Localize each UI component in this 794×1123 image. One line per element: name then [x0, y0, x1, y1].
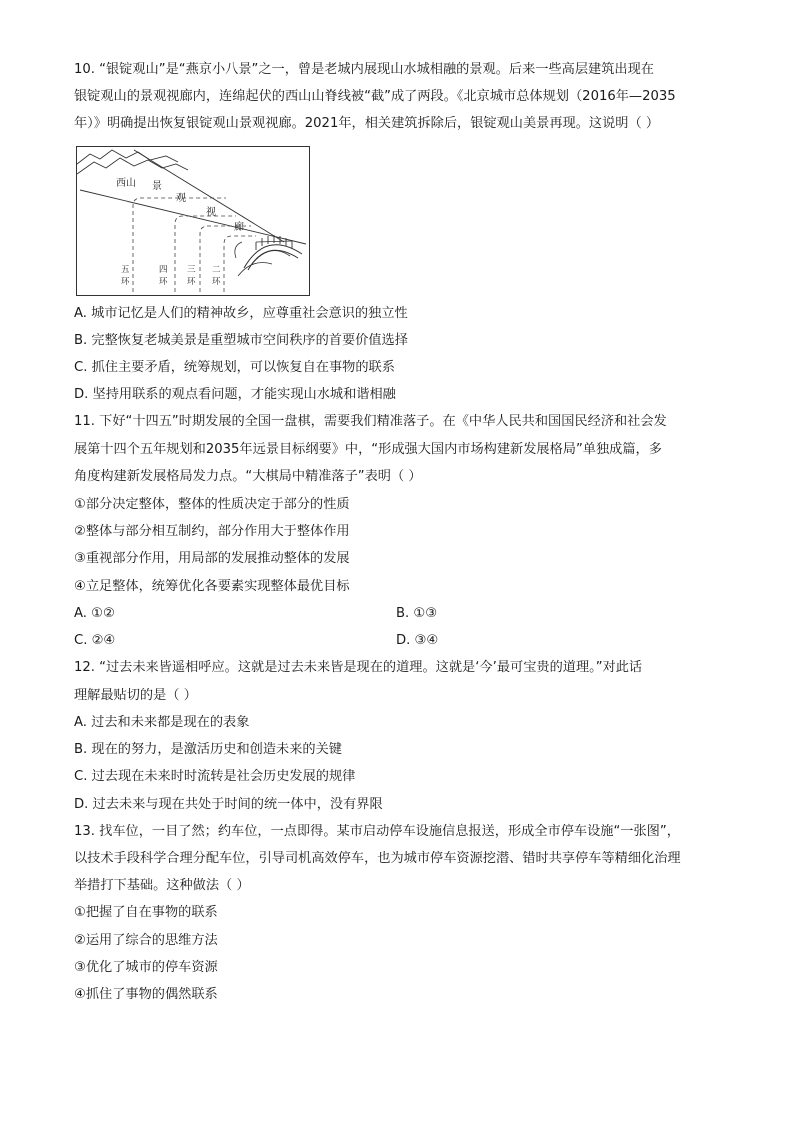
q10-option-c: C. 抓住主要矛盾，统筹规划，可以恢复自在事物的联系: [74, 360, 395, 375]
ring-3-bottom: 环: [187, 277, 196, 287]
q10-stem-line-3: 年）》明确提出恢复银锭观山景观视廊。2021年，相关建筑拆除后，银锭观山美景再现。这说明（ ）: [74, 116, 660, 131]
label-guan: 观: [176, 193, 186, 204]
label-xishan: 西山: [116, 178, 136, 189]
q10-stem-line-1: 10. “银锭观山”是“燕京小八景”之一，曾是老城内展现山水城相融的景观。后来一些高层建筑出现在: [74, 62, 654, 77]
label-lang: 廊: [234, 222, 244, 233]
q10-option-b: B. 完整恢复老城美景是重塑城市空间秩序的首要价值选择: [74, 333, 408, 348]
q12-stem-line-2: 理解最贴切的是（ ）: [74, 688, 197, 703]
ring-5-top: 五: [121, 265, 130, 275]
label-shi: 视: [206, 207, 216, 218]
q11-option-d: D. ③④: [396, 633, 439, 648]
q12-option-a: A. 过去和未来都是现在的表象: [74, 715, 250, 730]
q12-option-d: D. 过去未来与现在共处于时间的统一体中，没有界限: [74, 797, 383, 812]
ring-2-bottom: 环: [212, 277, 221, 287]
q10-stem-line-2: 银锭观山的景观视廊内，连绵起伏的西山山脊线被“截”成了两段。《北京城市总体规划（2016年—2035: [74, 89, 676, 104]
q11-option-c: C. ②④: [74, 633, 116, 648]
q13-stem-line-2: 以技术手段科学合理分配车位，引导司机高效停车，也为城市停车资源挖潜、错时共享停车等精细化治理: [74, 851, 681, 866]
q12-option-c: C. 过去现在未来时时流转是社会历史发展的规律: [74, 769, 356, 784]
q12-option-b: B. 现在的努力，是激活历史和创造未来的关键: [74, 742, 342, 757]
label-jing: 景: [152, 181, 162, 192]
q11-item-3: ③重视部分作用，用局部的发展推动整体的发展: [74, 551, 350, 566]
q11-item-4: ④立足整体，统筹优化各要素实现整体最优目标: [74, 579, 350, 594]
ring-4-bottom: 环: [159, 277, 168, 287]
ring-4-top: 四: [159, 265, 168, 275]
beijing-view-corridor-figure: [76, 146, 310, 296]
q13-item-4: ④抓住了事物的偶然联系: [74, 987, 218, 1002]
q11-item-1: ①部分决定整体，整体的性质决定于部分的性质: [74, 497, 350, 512]
ring-2-top: 二: [212, 265, 221, 275]
q13-item-3: ③优化了城市的停车资源: [74, 960, 218, 975]
q11-stem-line-3: 角度构建新发展格局发力点。“大棋局中精准落子”表明（ ）: [74, 469, 422, 484]
q13-item-2: ②运用了综合的思维方法: [74, 933, 218, 948]
q12-stem-line-1: 12. “过去未来皆遥相呼应。这就是过去未来皆是现在的道理。这就是‘今’最可宝贵的道理。”对此话: [74, 660, 643, 675]
q11-stem-line-1: 11. 下好“十四五”时期发展的全国一盘棋，需要我们精准落子。在《中华人民共和国国民经济和社会发: [74, 414, 667, 429]
q11-option-a: A. ①②: [74, 606, 115, 621]
q11-option-b: B. ①③: [396, 606, 438, 621]
q11-item-2: ②整体与部分相互制约，部分作用大于整体作用: [74, 524, 350, 539]
q13-stem-line-3: 举措打下基础。这种做法（ ）: [74, 878, 250, 893]
ring-5-bottom: 环: [121, 277, 130, 287]
q10-option-d: D. 坚持用联系的观点看问题，才能实现山水城和谐相融: [74, 387, 396, 402]
q11-stem-line-2: 展第十四个五年规划和2035年远景目标纲要》中，“形成强大国内市场构建新发展格局”单独成篇，多: [74, 442, 662, 457]
q10-option-a: A. 城市记忆是人们的精神故乡，应尊重社会意识的独立性: [74, 306, 408, 321]
q13-stem-line-1: 13. 找车位，一目了然；约车位，一点即得。某市启动停车设施信息报送，形成全市停车设施“一张图”，: [74, 824, 680, 839]
ring-3-top: 三: [187, 265, 196, 275]
q13-item-1: ①把握了自在事物的联系: [74, 905, 218, 920]
